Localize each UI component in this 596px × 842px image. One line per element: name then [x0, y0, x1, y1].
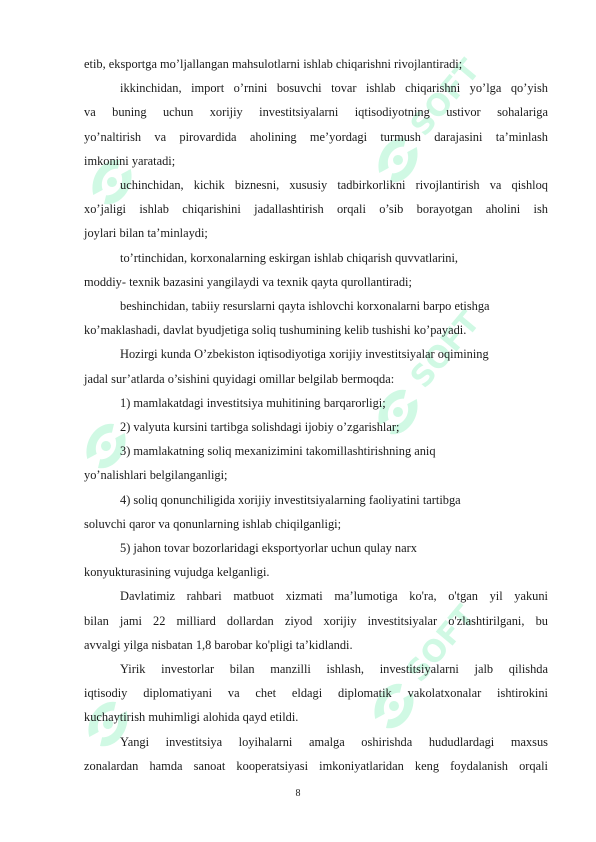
- text-line: soluvchi qaror va qonunlarning ishlab chiqilganligi;: [84, 516, 342, 531]
- page-number: 8: [295, 788, 301, 799]
- text-line: zonalardan hamda sanoat kooperatsiyasi imkoniyatlaridan keng foydalanish orqali: [84, 758, 548, 773]
- text-line: 1) mamlakatdagi investitsiya muhitining barqarorligi;: [120, 395, 386, 410]
- text-line: etib, eksportga mo’ljallangan mahsulotlarni ishlab chiqarishni rivojlantiradi;: [84, 57, 463, 71]
- text-line: iqtisodiy diplomatiyani va chet eldagi diplomatik vakolatxonalar ishtirokini: [84, 686, 548, 701]
- text-line: Davlatimiz rahbari matbuot xizmati ma’lumotiga ko'ra, o'tgan yil yakuni: [120, 589, 548, 604]
- text-line: va buning uchun xorijiy investitsiyalarni iqtisodiyotning ustivor sohalariga: [84, 105, 548, 120]
- watermark-word: SOFT: [399, 598, 484, 689]
- text-line: ikkinchidan, import o’rnini bosuvchi tovar ishlab chiqarishni yo’lga qo’yish: [120, 81, 548, 96]
- text-line: imkonini yaratadi;: [84, 153, 176, 168]
- body-text: [84, 52, 548, 778]
- text-line: Yirik investorlar bilan manzilli ishlash, investitsiyalarni jalb qilishda: [120, 662, 548, 677]
- text-line: to’rtinchidan, korxonalarning eskirgan ishlab chiqarish quvvatlarini,: [120, 250, 459, 265]
- text-line: konyukturasining vujudga kelganligi.: [84, 565, 270, 580]
- text-line: ko’maklashadi, davlat byudjetiga soliq tushumining kelib tushishi ko’payadi.: [84, 323, 467, 338]
- text-line: bilan jami 22 milliard dollardan ziyod xorijiy investitsiyalar o'zlashtirilgani, bu: [84, 613, 548, 628]
- watermark-word: SOFT: [403, 52, 488, 143]
- text-line: yo’nalishlari belgilanganligi;: [84, 468, 228, 483]
- text-line: jadal sur’atlarda o’sishini quyidagi omillar belgilab bermoqda:: [84, 371, 395, 386]
- text-line: moddiy- texnik bazasini yangilaydi va texnik qayta qurollantiradi;: [84, 274, 412, 289]
- text-line: Hozirgi kunda O’zbekiston iqtisodiyotiga xorijiy investitsiyalar oqimining: [120, 347, 489, 362]
- text-line: joylari bilan ta’minlaydi;: [84, 226, 208, 241]
- text-line: beshinchidan, tabiiy resurslarni qayta ishlovchi korxonalarni barpo etishga: [120, 299, 490, 314]
- text-line: xo’jaligi ishlab chiqarishini jadallashtirish orqali o’sib borayotgan aholini ish: [84, 202, 548, 217]
- text-line: 3) mamlakatning soliq mexanizimini takomillashtirishning aniq: [120, 444, 436, 459]
- text-line: yo’naltirish va pirovardida aholining me’yordagi turmush darajasini ta’minlash: [84, 129, 548, 144]
- text-line: avvalgi yilga nisbatan 1,8 barobar ko'pligi ta’kidlandi.: [84, 637, 353, 652]
- text-line: kuchaytirish muhimligi alohida qayd etildi.: [84, 710, 299, 725]
- text-line: 4) soliq qonunchiligida xorijiy investitsiyalarning faoliyatini tartibga: [120, 492, 461, 507]
- text-line: 2) valyuta kursini tartibga solishdagi ijobiy o’zgarishlar;: [120, 420, 400, 435]
- text-line: uchinchidan, kichik biznesni, xususiy tadbirkorlikni rivojlantirish va qishloq: [120, 178, 548, 193]
- watermark-word: SOFT: [403, 304, 488, 395]
- text-line: Yangi investitsiya loyihalarni amalga oshirishda hududlardagi maxsus: [120, 734, 548, 749]
- text-line: 5) jahon tovar bozorlaridagi eksportyorlar uchun qulay narx: [120, 541, 417, 556]
